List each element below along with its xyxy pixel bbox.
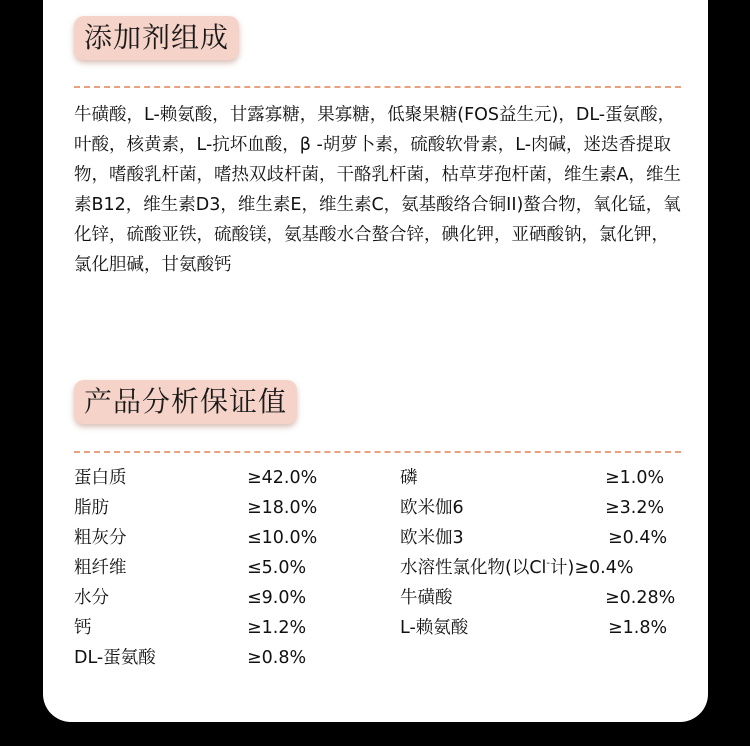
nutrient-name: L-赖氨酸 bbox=[400, 618, 469, 638]
nutrient-value: ≥0.8% bbox=[247, 648, 307, 668]
nutrient-value: ≥0.28% bbox=[605, 588, 676, 608]
nutrient-value: ≥1.0% bbox=[605, 468, 665, 488]
nutrient-name: 蛋白质 bbox=[74, 468, 127, 488]
analysis-row bbox=[0, 463, 750, 493]
additives-ingredient-list: 牛磺酸，L-赖氨酸，甘露寡糖，果寡糖，低聚果糖(FOS益生元)，DL-蛋氨酸，叶酸，核黄素，L-抗坏血酸，β -胡萝卜素，硫酸软骨素，L-肉碱，迷迭香提取物，嗜酸乳杆菌，嗜热双歧杆菌，干酪乳杆菌，枯草芽孢杆菌，维生素A，维生素B12，维生素D3，维生素E，维生素C，氨基酸络合铜II)螯合物，氧化锰，氧化锌，硫酸亚铁，硫酸镁，氨基酸水合螯合锌，碘化钾，亚硒酸钠，氯化钾，氯化胆碱，甘氨酸钙 bbox=[74, 105, 681, 275]
analysis-row bbox=[0, 523, 750, 553]
analysis-row bbox=[0, 613, 750, 643]
analysis-row bbox=[0, 643, 750, 673]
nutrient-name: DL-蛋氨酸 bbox=[74, 648, 156, 668]
nutrient-value: ≤9.0% bbox=[247, 588, 307, 608]
section-divider-additives bbox=[74, 86, 681, 88]
nutrient-value: 计)≥0.4% bbox=[550, 558, 634, 578]
nutrient-name: 钙 bbox=[74, 618, 92, 638]
superscript-minus: - bbox=[546, 558, 551, 570]
nutrient-name: 欧米伽6 bbox=[400, 498, 464, 518]
nutrient-name: 欧米伽3 bbox=[400, 528, 464, 548]
nutrient-value: ≥42.0% bbox=[247, 468, 318, 488]
nutrient-value: ≤10.0% bbox=[247, 528, 318, 548]
nutrient-name: 磷 bbox=[400, 468, 418, 488]
nutrient-name: 脂肪 bbox=[74, 498, 109, 518]
nutrient-name-chloride bbox=[400, 553, 633, 583]
nutrient-name: 粗灰分 bbox=[74, 528, 127, 548]
section-divider-analysis bbox=[74, 451, 681, 453]
analysis-row bbox=[0, 553, 750, 583]
nutrient-value: ≥1.8% bbox=[608, 618, 668, 638]
nutrient-value: ≥1.2% bbox=[247, 618, 307, 638]
nutrient-name: 粗纤维 bbox=[74, 558, 127, 578]
section-title-analysis: 产品分析保证值 bbox=[74, 380, 297, 424]
nutrient-value: ≥3.2% bbox=[605, 498, 665, 518]
nutrient-value: ≥18.0% bbox=[247, 498, 318, 518]
nutrient-value: ≤5.0% bbox=[247, 558, 307, 578]
nutrient-value: ≥0.4% bbox=[608, 528, 668, 548]
nutrient-name: 牛磺酸 bbox=[400, 588, 453, 608]
nutrient-name: 水溶性氯化物(以Cl bbox=[400, 558, 547, 578]
analysis-row bbox=[0, 583, 750, 613]
analysis-row bbox=[0, 493, 750, 523]
nutrient-name: 水分 bbox=[74, 588, 109, 608]
section-title-additives: 添加剂组成 bbox=[74, 16, 239, 60]
